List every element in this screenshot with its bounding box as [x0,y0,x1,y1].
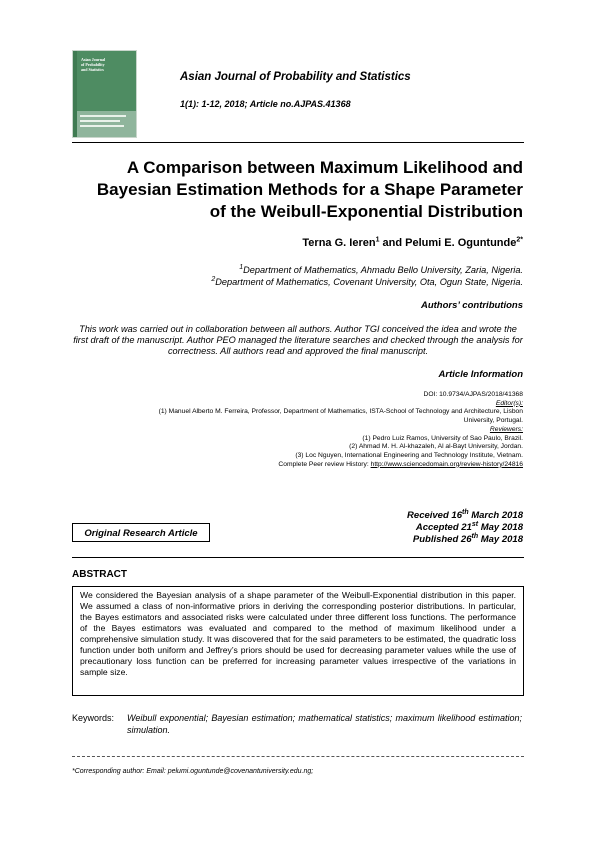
review-history-label: Complete Peer review History: [278,460,371,468]
reviewers-label: Reviewers: [489,425,523,433]
reviewer-entry: (3) Loc Nguyen, International Engineering and Technology Institute, Vietnam. [295,451,523,459]
journal-citation: 1(1): 1-12, 2018; Article no.AJPAS.41368 [180,99,351,109]
author-list [302,237,523,249]
reviewer-entry: (2) Ahmad M. H. Al-khazaleh, Al al-Bayt University, Jordan. [349,443,523,451]
affiliation [239,265,523,275]
keywords-text: Weibull exponential; Bayesian estimation; mathematical statistics; maximum likelihood estimation; simulation. [127,713,522,735]
editor-entry-cont: University, Portugal. [463,417,523,425]
review-history-link[interactable]: http://www.sciencedomain.org/review-history/24816 [370,460,523,468]
doi: DOI: 10.9734/AJPAS/2018/41368 [423,391,523,398]
cover-title [81,57,131,72]
published-date: Published 26th May 2018 [412,532,523,545]
author-affiliation-mark: 2* [516,236,523,244]
cover-title-line: and Statistics [81,67,104,72]
paper-title [63,157,523,223]
contributions-text: This work was carried out in collaboration between all authors. Author TGI conceived the idea and wrote the first draft of the manuscript. Author PEO managed the literature searches and checked through the analysis for correctness. All authors read and approved the final manuscript. [73,324,523,356]
received-date: Received 16th March 2018 [407,508,523,521]
article-type-badge: Original Research Article [72,523,210,542]
abstract-heading: ABSTRACT [72,569,127,580]
cover-title-line: Asian Journal [81,57,106,62]
title-line: Bayesian Estimation Methods for a Shape Parameter [96,180,523,199]
review-history [43,461,523,470]
journal-name: Asian Journal of Probability and Statistics [180,71,411,83]
cover-bar [80,125,124,127]
affiliation-mark: 1 [239,263,244,271]
abstract-text: We considered the Bayesian analysis of a shape parameter of the Weibull-Exponential distribution in this paper. We assumed a class of non-informative priors in deriving the corresponding posterior distributions. In particular, the Bayes estimators and associated risks were calculated under three different loss functions. The performance of the Bayes estimators was evaluated and compared to the method of maximum likelihood under a comprehensive simulation study. It was discovered that for the said parameters to be estimated, the quadratic loss function under both uniform and Jeffrey’s priors should be used for decreasing parameter values while the use of precautionary loss function can be preferred for increasing parameter values irrespective of the variations in sample size. [72,586,524,696]
author-name: Terna G. Ieren [302,237,376,249]
article-info-block [43,391,523,469]
accepted-date: Accepted 21st May 2018 [415,520,523,533]
cover-bar [80,115,126,117]
cover-title-line: of Probability [81,62,105,67]
article-info-heading: Article Information [438,369,523,380]
contributions-heading: Authors’ contributions [420,300,523,311]
cover-bar [80,120,120,122]
author-affiliation-mark: 1 [375,236,380,244]
affiliation-text: Department of Mathematics, Ahmadu Bello University, Zaria, Nigeria. [243,265,523,275]
journal-cover-image [73,51,136,137]
title-line: A Comparison between Maximum Likelihood and [126,158,523,177]
article-dates [407,510,523,546]
abstract-rule [72,557,524,558]
footnote-rule [72,756,524,757]
affiliation [211,277,523,287]
author-conjunction: and [379,237,406,249]
title-line: of the Weibull-Exponential Distribution [209,202,523,221]
keywords [72,712,524,736]
editor-entry: (1) Manuel Alberto M. Ferreira, Professor, Department of Mathematics, ISTA-School of Technology and Architecture, Lisbon [158,408,523,416]
keywords-label: Keywords: [72,713,115,723]
affiliation-mark: 2 [211,275,216,283]
header-rule [72,142,524,143]
affiliation-text: Department of Mathematics, Covenant University, Ota, Ogun State, Nigeria. [215,277,523,287]
editors-label: Editor(s): [495,399,523,407]
author-name: Pelumi E. Oguntunde [405,237,517,249]
reviewer-entry: (1) Pedro Luiz Ramos, University of Sao Paulo, Brazil. [362,434,523,442]
corresponding-author-footnote: *Corresponding author: Email: pelumi.oguntunde@covenantuniversity.edu.ng; [72,768,314,775]
